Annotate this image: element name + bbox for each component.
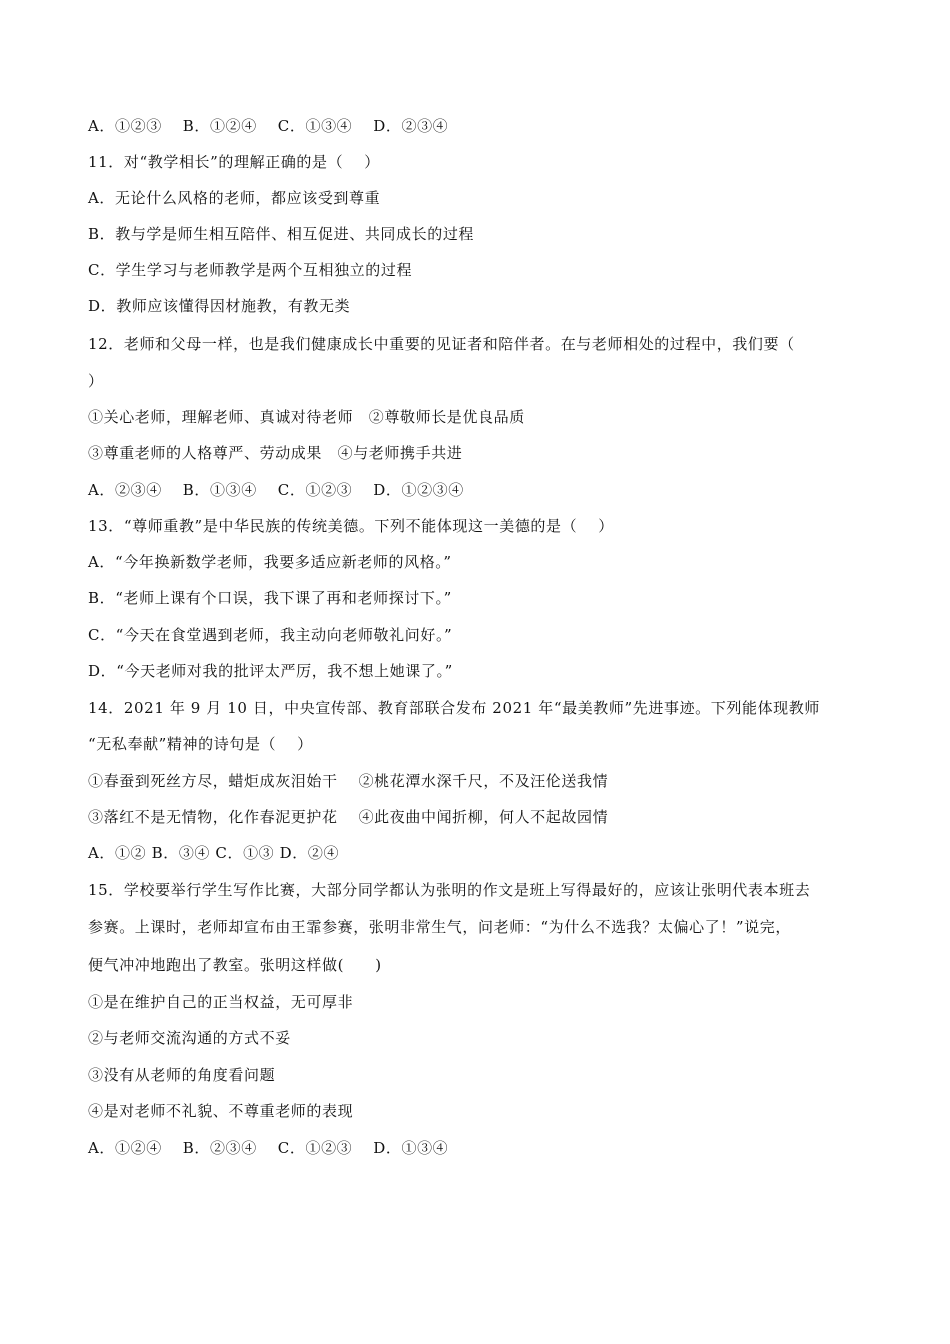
q12-statements-3-4: ③尊重老师的人格尊严、劳动成果 ④与老师携手共进 bbox=[88, 444, 463, 462]
q13-option-a: A．“今年换新数学老师，我要多适应新老师的风格。” bbox=[88, 553, 452, 571]
q13-stem: 13．“尊师重教”是中华民族的传统美德。下列不能体现这一美德的是（ ） bbox=[88, 517, 614, 535]
q14-stem: 14．2021 年 9 月 10 日，中央宣传部、教育部联合发布 2021 年“最美教师”先进事迹。下列能体现教师 bbox=[88, 699, 820, 717]
q15-statement-1: ①是在维护自己的正当权益，无可厚非 bbox=[88, 993, 354, 1011]
q11-option-c: C．学生学习与老师教学是两个互相独立的过程 bbox=[88, 261, 413, 279]
q15-options: A．①②④ B．②③④ C．①②③ D．①③④ bbox=[88, 1139, 449, 1157]
q15-stem: 15．学校要举行学生写作比赛，大部分同学都认为张明的作文是班上写得最好的，应该让张明代表本班去 bbox=[88, 881, 811, 899]
q11-stem: 11．对“教学相长”的理解正确的是（ ） bbox=[88, 153, 380, 171]
q13-option-c: C．“今天在食堂遇到老师，我主动向老师敬礼问好。” bbox=[88, 626, 453, 644]
q15-stem-cont-2: 便气冲冲地跑出了教室。张明这样做( ) bbox=[88, 956, 382, 974]
q15-stem-cont-1: 参赛。上课时，老师却宣布由王霏参赛，张明非常生气，问老师：“为什么不选我？太偏心了！”说完， bbox=[88, 918, 791, 936]
q14-statements-1-2: ①春蚕到死丝方尽，蜡炬成灰泪始干 ②桃花潭水深千尺，不及汪伦送我情 bbox=[88, 772, 609, 790]
q13-option-b: B．“老师上课有个口误，我下课了再和老师探讨下。” bbox=[88, 589, 452, 607]
q14-options: A．①② B．③④ C．①③ D．②④ bbox=[88, 844, 340, 862]
q14-stem-cont: “无私奉献”精神的诗句是（ ） bbox=[88, 735, 313, 753]
q10-options: A．①②③ B．①②④ C．①③④ D．②③④ bbox=[88, 117, 449, 135]
q12-statements-1-2: ①关心老师，理解老师、真诚对待老师 ②尊敬师长是优良品质 bbox=[88, 408, 525, 426]
q11-option-b: B．教与学是师生相互陪伴、相互促进、共同成长的过程 bbox=[88, 225, 475, 243]
q13-option-d: D．“今天老师对我的批评太严厉，我不想上她课了。” bbox=[88, 662, 453, 680]
q12-stem: 12．老师和父母一样，也是我们健康成长中重要的见证者和陪伴者。在与老师相处的过程中，我们要（ bbox=[88, 335, 795, 353]
q11-option-d: D．教师应该懂得因材施教，有教无类 bbox=[88, 297, 351, 315]
q11-option-a: A．无论什么风格的老师，都应该受到尊重 bbox=[88, 189, 381, 207]
q15-statement-3: ③没有从老师的角度看问题 bbox=[88, 1066, 276, 1084]
q15-statement-4: ④是对老师不礼貌、不尊重老师的表现 bbox=[88, 1102, 354, 1120]
q14-statements-3-4: ③落红不是无情物，化作春泥更护花 ④此夜曲中闻折柳，何人不起故园情 bbox=[88, 808, 609, 826]
q12-options: A．②③④ B．①③④ C．①②③ D．①②③④ bbox=[88, 481, 464, 499]
q15-statement-2: ②与老师交流沟通的方式不妥 bbox=[88, 1029, 291, 1047]
q12-stem-end: ） bbox=[88, 372, 104, 390]
